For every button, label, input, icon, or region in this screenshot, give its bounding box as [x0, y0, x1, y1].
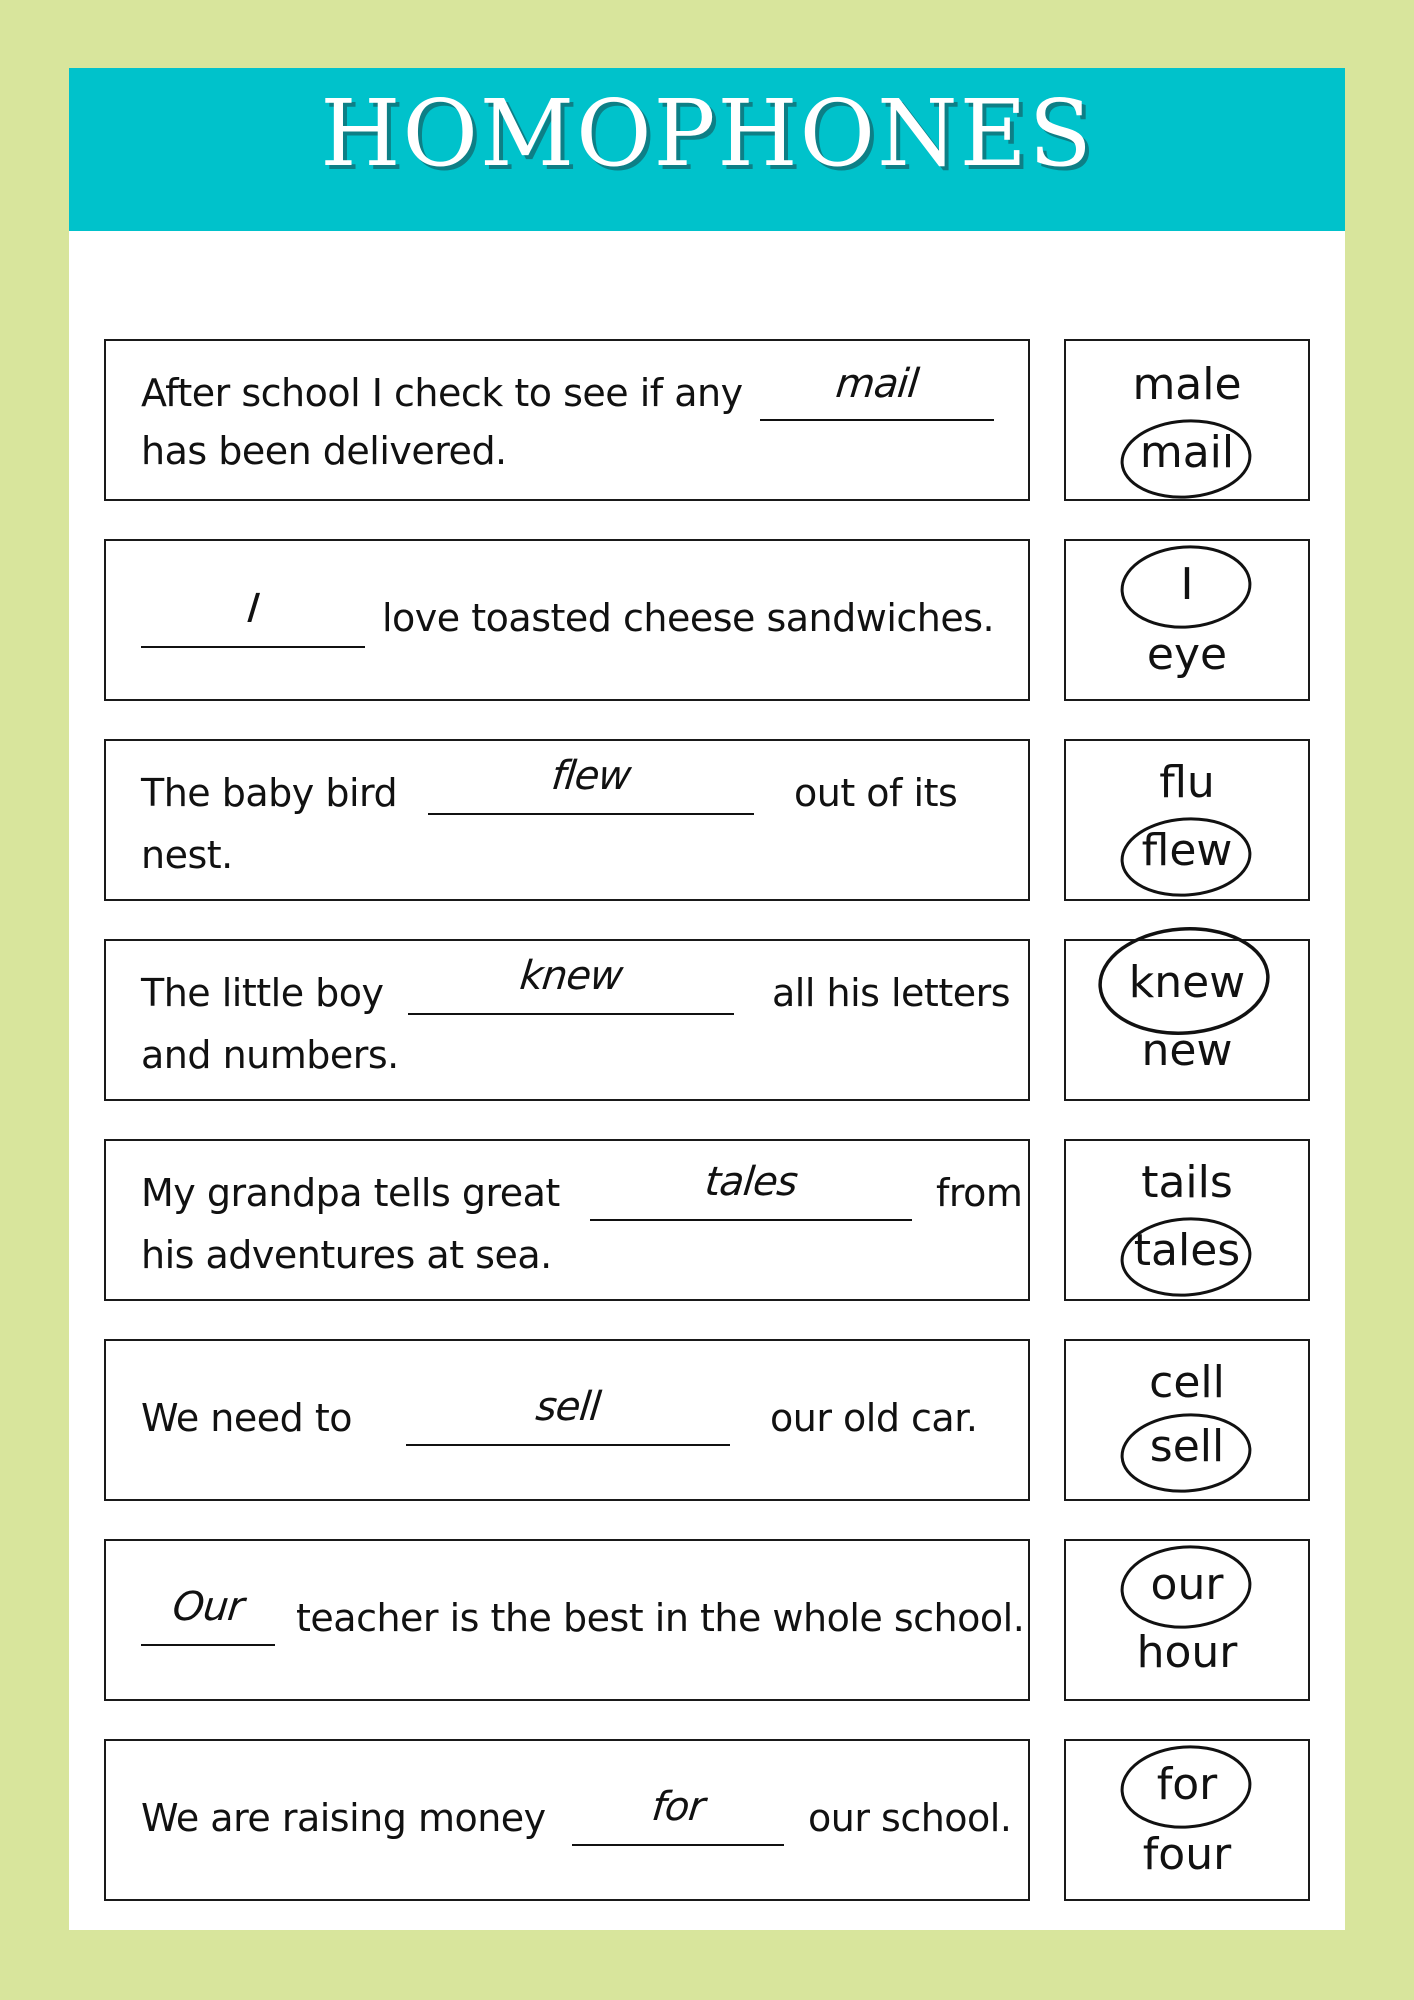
sentence-text-before: We need to: [141, 1396, 352, 1440]
answer-blank[interactable]: [590, 1219, 912, 1221]
sentence-text-line2: and numbers.: [141, 1033, 399, 1077]
option-word-circled[interactable]: sell: [1149, 1421, 1225, 1472]
answer-blank[interactable]: [760, 419, 994, 421]
sentence-text-before: The little boy: [141, 971, 384, 1015]
option-word-circled[interactable]: flew: [1141, 825, 1233, 876]
options-box-1: [1064, 339, 1310, 501]
option-word-circled[interactable]: I: [1180, 559, 1194, 610]
sentence-box-8: [104, 1739, 1030, 1901]
sentence-text-line2: his adventures at sea.: [141, 1233, 552, 1277]
sentence-box-2: [104, 539, 1030, 701]
option-word[interactable]: cell: [1149, 1357, 1225, 1408]
sentence-text-after: our school.: [808, 1796, 1012, 1840]
handwritten-answer: flew: [549, 753, 633, 799]
option-word-circled[interactable]: our: [1150, 1559, 1224, 1610]
sentence-box-6: [104, 1339, 1030, 1501]
sentence-text-before: We are raising money: [141, 1796, 546, 1840]
option-word-circled[interactable]: for: [1156, 1759, 1218, 1810]
options-box-4: [1064, 939, 1310, 1101]
sentence-text-before: After school I check to see if any: [141, 371, 743, 415]
option-word[interactable]: new: [1141, 1025, 1233, 1076]
answer-blank[interactable]: [141, 1644, 275, 1646]
option-word-circled[interactable]: knew: [1128, 957, 1246, 1008]
options-box-6: [1064, 1339, 1310, 1501]
sentence-box-7: [104, 1539, 1030, 1701]
sentence-box-4: [104, 939, 1030, 1101]
option-word-circled[interactable]: mail: [1139, 427, 1235, 478]
sentence-text-before: The baby bird: [141, 771, 398, 815]
answer-blank[interactable]: [141, 646, 365, 648]
page-title: HOMOPHONES: [320, 80, 1094, 187]
options-box-2: [1064, 539, 1310, 701]
handwritten-answer: I: [245, 586, 261, 632]
sentence-text-after: from: [936, 1171, 1023, 1215]
handwritten-answer: Our: [170, 1584, 246, 1630]
sentence-text-after: teacher is the best in the whole school.: [296, 1596, 1025, 1640]
answer-blank[interactable]: [428, 813, 754, 815]
handwritten-answer: knew: [517, 953, 625, 999]
answer-blank[interactable]: [572, 1844, 784, 1846]
handwritten-answer: sell: [533, 1384, 603, 1430]
handwritten-answer: for: [649, 1784, 707, 1830]
option-word[interactable]: eye: [1146, 629, 1228, 680]
options-box-3: [1064, 739, 1310, 901]
sentence-text-before: My grandpa tells great: [141, 1171, 560, 1215]
handwritten-answer: tales: [702, 1159, 800, 1205]
sentence-text-after: our old car.: [770, 1396, 978, 1440]
sentence-box-5: [104, 1139, 1030, 1301]
sentence-box-3: [104, 739, 1030, 901]
option-word[interactable]: tails: [1141, 1157, 1233, 1208]
answer-blank[interactable]: [408, 1013, 734, 1015]
option-word[interactable]: flu: [1159, 757, 1215, 808]
sentence-box-1: [104, 339, 1030, 501]
option-word-circled[interactable]: tales: [1133, 1225, 1241, 1276]
handwritten-answer: mail: [833, 361, 921, 407]
sentence-text-line2: has been delivered.: [141, 429, 507, 473]
sentence-text-line2: nest.: [141, 833, 233, 877]
options-box-5: [1064, 1139, 1310, 1301]
answer-blank[interactable]: [406, 1444, 730, 1446]
options-box-7: [1064, 1539, 1310, 1701]
options-box-8: [1064, 1739, 1310, 1901]
option-word[interactable]: hour: [1136, 1627, 1238, 1678]
sentence-text-after: all his letters: [772, 971, 1011, 1015]
sentence-text-after: love toasted cheese sandwiches.: [382, 596, 995, 640]
sentence-text-after: out of its: [794, 771, 958, 815]
option-word[interactable]: four: [1142, 1829, 1232, 1880]
option-word[interactable]: male: [1132, 359, 1242, 410]
